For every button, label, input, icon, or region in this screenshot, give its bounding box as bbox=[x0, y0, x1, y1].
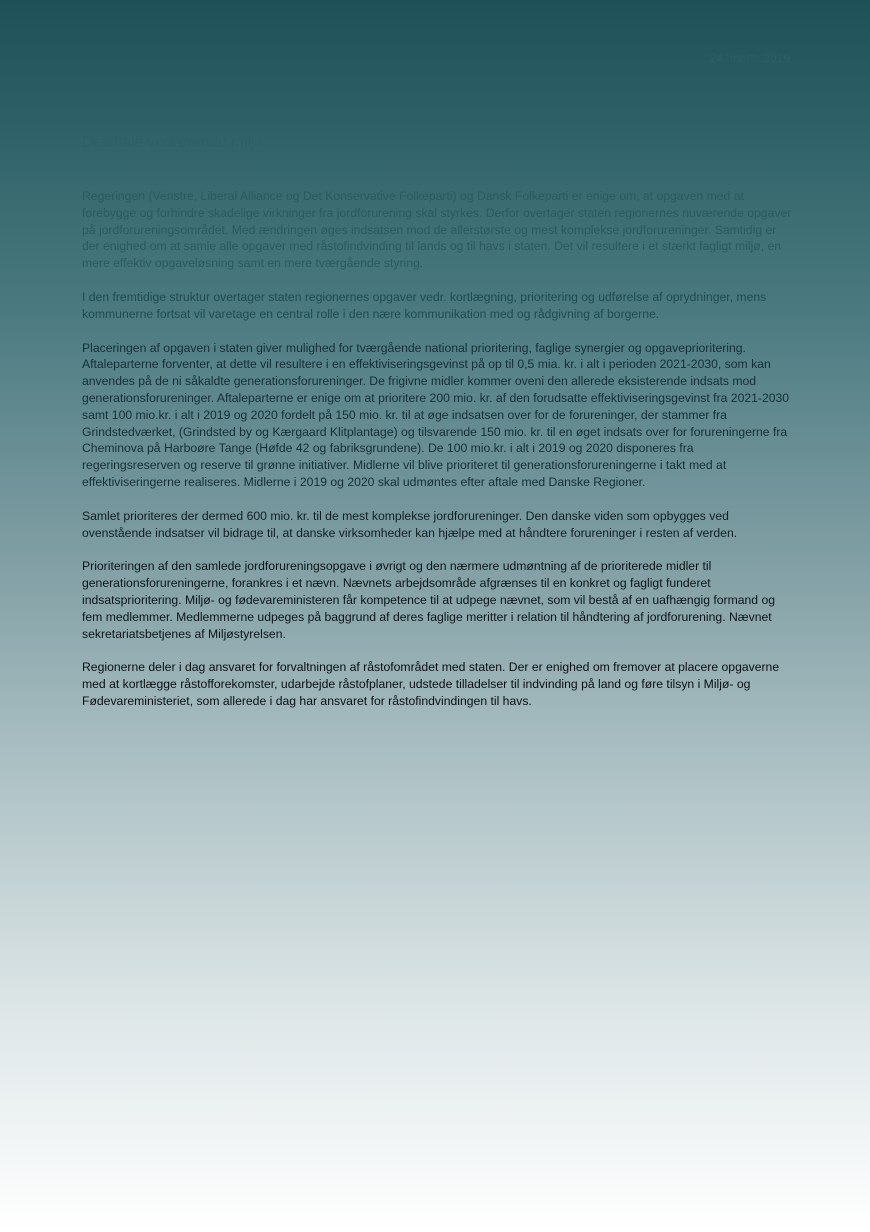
document-title: Delaftale vedrørende miljø bbox=[82, 134, 264, 151]
paragraph: Placeringen af opgaven i staten giver mulighed for tværgående national prioritering, faglige synergier og opgaveprioritering. Aftaleparterne forventer, at dette vil resultere i en effektiviseringsgevinst på op til 0,5 mia. kr. i alt i perioden 2021-2030, som kan anvendes på de ni såkaldte generationsforureninger. De frigivne midler kommer oveni den allerede eksisterende indsats mod generationsforureninger. Aftaleparterne er enige om at prioritere 200 mio. kr. af den forudsatte effektiviseringsgevinst fra 2021-2030 samt 100 mio.kr. i alt i 2019 og 2020 fordelt på 150 mio. kr. til at øge indsatsen over for de forureninger, der stammer fra Grindstedværket, (Grindsted by og Kærgaard Klitplantage) og tilsvarende 150 mio. kr. til en øget indsats over for forureningerne fra Cheminova på Harboøre Tange (Høfde 42 og fabriksgrundene). De 100 mio.kr. i alt i 2019 og 2020 disponeres fra regeringsreserven og reserve til grønne initiativer. Midlerne vil blive prioriteret til generationsforureningerne i takt med at effektiviseringerne realiseres. Midlerne i 2019 og 2020 skal udmøntes efter aftale med Danske Regioner. bbox=[82, 340, 790, 489]
paragraph: I den fremtidige struktur overtager staten regionernes opgaver vedr. kortlægning, prioritering og udførelse af oprydninger, mens kommunerne fortsat vil varetage en central rolle i den nære kommunikation med og rådgivning af borgerne. bbox=[82, 289, 767, 321]
paragraph: Samlet prioriteres der dermed 600 mio. kr. til de mest komplekse jordforureninger. Den danske viden som opbygges ved ovenstående indsatser vil bidrage til, at danske virksomheder kan hjælpe med at håndtere forureninger i resten af verden. bbox=[82, 508, 738, 540]
document-body bbox=[82, 188, 792, 727]
paragraph: Prioriteringen af den samlede jordforureningsopgave i øvrigt og den nærmere udmøntning af de prioriterede midler til generationsforureningerne, forankres i et nævn. Nævnets arbejdsområde afgrænses til en konkret og fagligt funderet indsatsprioritering. Miljø- og fødevareministeren får kompetence til at udpege nævnet, som vil bestå af en uafhængig formand og fem medlemmer. Medlemmerne udpeges på baggrund af deres faglige meritter i relation til håndtering af jordforurening. Nævnet sekretariatsbetjenes af Miljøstyrelsen. bbox=[82, 559, 776, 641]
document-date: 24. marts 2019 bbox=[709, 51, 790, 65]
paragraph: Regeringen (Venstre, Liberal Alliance og Det Konservative Folkeparti) og Dansk Folkeparti er enige om, at opgaven med at forebygge og forhindre skadelige virkninger fra jordforurening skal styrkes. Derfor overtager staten regionernes nuværende opgaver på jordforureningsområdet. Med ændringen øges indsatsen mod de allerstørste og mest komplekse jordforureninger. Samtidig er der enighed om at samle alle opgaver med råstofindvinding til lands og til havs i staten. Det vil resultere i et stærkt fagligt miljø, en mere effektiv opgaveløsning samt en mere tværgående styring. bbox=[82, 189, 792, 271]
paragraph: Regionerne deler i dag ansvaret for forvaltningen af råstofområdet med staten. Der er enighed om fremover at placere opgaverne med at kortlægge råstofforekomster, udarbejde råstofplaner, udstede tilladelser til indvinding på land og føre tilsyn i Miljø- og Fødevareministeriet, som allerede i dag har ansvaret for råstofindvindingen til havs. bbox=[82, 660, 780, 708]
